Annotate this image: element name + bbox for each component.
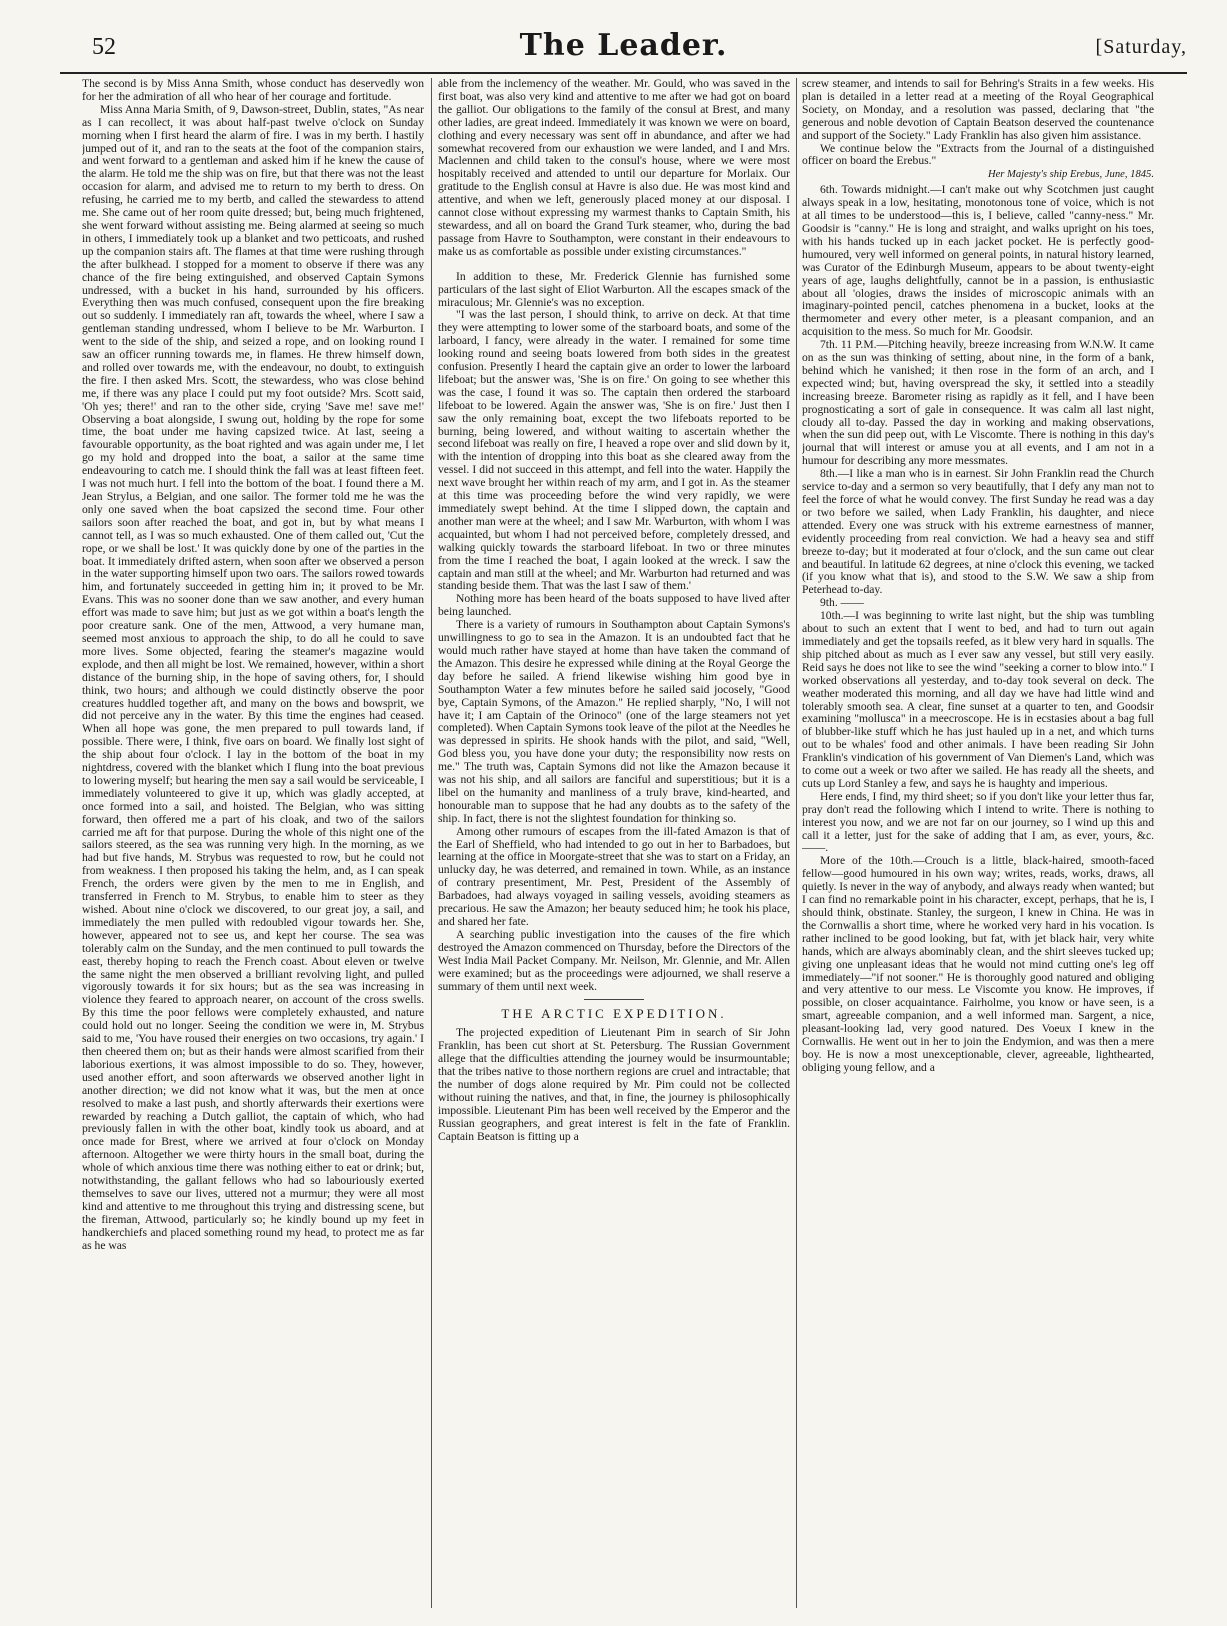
section-title: THE ARCTIC EXPEDITION. bbox=[501, 1006, 727, 1022]
paragraph: Nothing more has been heard of the boats supposed to have lived after being launched. bbox=[438, 592, 790, 619]
paragraph: 9th. —— bbox=[820, 596, 864, 610]
column-1 bbox=[82, 78, 424, 1608]
column-divider bbox=[796, 78, 797, 1608]
page-header bbox=[60, 28, 1187, 68]
column-3 bbox=[802, 78, 1154, 1608]
section-rule bbox=[584, 999, 644, 1000]
page-number: 52 bbox=[92, 34, 116, 60]
paragraph: Here ends, I find, my third sheet; so if you don't like your letter thus far, pray don't read the following which I intend to write. There is nothing to interest you now, and we are not far on our journey, so I wind up this and call it a letter, just for the sake of adding that I am, as ever, yours, &c. ——. bbox=[802, 789, 1154, 855]
paragraph: The second is by Miss Anna Smith, whose conduct has deservedly won for her the admiration of all who hear of her courage and fortitude. bbox=[82, 78, 424, 103]
paragraph: 10th.—I was beginning to write last night, but the ship was tumbling about to such an extent that I went to bed, and had to turn out again immediately and get the topsails reefed, as it blew very hard in squalls. The ship pitched about as much as I ever saw any vessel, but still very easily. Reid says he does not like to see the wind "seeking a corner to blow into." I worked observations all yesterday, and to-day took several on deck. The weather moderated this morning, and all day we have had little wind and tolerably smooth sea. A clear, fine sunset at a quarter to ten, and Goodsir examining "mollusca" in a meecroscope. He is in ecstasies about a bag full of blubber-like stuff which he has just hauled up in a net, and which turns out to be whales' food and other animals. I have been reading Sir John Franklin's vindication of his government of Van Diemen's Land, which was to come out a week or two after we sailed. He has ready all the sheets, and cuts up Lord Stanley a few, and says he is haughty and imperious. bbox=[802, 609, 1154, 790]
paragraph: screw steamer, and intends to sail for Behring's Straits in a few weeks. His plan is detailed in a letter read at a meeting of the Royal Geographical Society, on Monday, and a resolution was passed, declaring that "the generous and noble devotion of Captain Beatson deserved the countenance and support of the Society." Lady Franklin has also given him assistance. bbox=[802, 78, 1154, 142]
paragraph: 7th. 11 P.M.—Pitching heavily, breeze increasing from W.N.W. It came on as the sun was thinking of setting, about nine, in the form of a bank, behind which he vanished; it then rose in the form of an arch, and I expected wind; but, having overspread the sky, it settled into a steadily increasing breeze. Barometer rising as rapidly as it fell, and I have been prognosticating a sort of gale in consequence. It was calm all last night, cloudy all to-day. Passed the day in working and making observations, when the sun did peep out, with Le Viscomte. There is nothing in this day's journal that will interest or amuse you at all events, and I am not in a humour for describing any more messmates. bbox=[802, 338, 1154, 468]
issue-day: [Saturday, bbox=[1095, 36, 1187, 58]
masthead-title: The Leader. bbox=[519, 28, 728, 63]
paragraph: 8th.—I like a man who is in earnest. Sir John Franklin read the Church service to-day and a sermon so very beautifully, that I defy any man not to feel the force of what he would convey. The first Sunday he read was a day or two before we sailed, when Lady Franklin, his daughter, and niece attended. Every one was struck with his extreme earnestness of manner, evidently proceeding from real conviction. We had a heavy sea and stiff breeze to-day; but it moderated at four o'clock, and the sun came out clear and beautiful. In latitude 62 degrees, at nine o'clock this evening, we tacked (if you know what that is), and stood to the S.W. We saw a ship from Peterhead to-day. bbox=[802, 467, 1154, 597]
paragraph: Miss Anna Maria Smith, of 9, Dawson-street, Dublin, states, "As near as I can recollect, it was about half-past twelve o'clock on Sunday morning when I first heard the alarm of fire. I was in my berth. I hastily jumped out of it, and ran to the seats at the foot of the companion stairs, and went forward to a gentleman and asked him if he knew the cause of the alarm. He told me the ship was on fire, but that there was not the least occasion for alarm, and advised me to return to my berth to dress. On refusing, he carried me to my bertb, and called the stewardess to attend me. She came out of her room quite dressed; but, being much frightened, she went forward without assisting me. Being alarmed at seeing so much in others, I immediately took up a blanket and two petticoats, and rushed up the companion stairs aft. The flames at that time were rushing through the after bulkhead. I stopped for a moment to observe if there was any chance of the fire being extinguished, and observed Captain Symons undressed, with a bucket in his hand, surrounded by his officers. Everything then was much confused, consequent upon the fire breaking out so suddenly. I immediately ran aft, towards the wheel, where I saw a gentleman standing undressed, whom I believe to be Mr. Warburton. I went to the side of the ship, and seized a rope, and on looking round I saw an officer running towards me, in flames. He threw himself down, and rolled over towards me, with the endeavour, no doubt, to extinguish the fire. I then asked Mrs. Scott, the stewardess, who was close behind me, if there was any place I could put my foot outside? Mrs. Scott said, 'Oh yes; there!' and ran to the other side, crying 'Save me! save me!' Observing a boat alongside, I swung out, holding by the rope for some time, the boat under me having capsized twice. At last, seeing a favourable opportunity, as the boat righted and was again under me, I let go my hold and dropped into the boat, a sailor at the same time endeavouring to catch me. I should think the fall was at least fifteen feet. I was not much hurt. I fell into the bottom of the boat. I found there a M. Jean Strylus, a Belgian, and one sailor. The former told me he was the only one saved when the boat capsized the second time. Four other sailors soon after reached the boat, and got in, but by what means I cannot tell, as I was so much exhausted. One of them called out, 'Cut the rope, or we shall be lost.' It was quickly done by one of the parties in the boat. It immediately drifted astern, when soon after we observed a person in the water supporting himself upon two oars. The sailors rowed towards him, and fortunately succeeded in getting him in; it proved to be Mr. Evans. This was no sooner done than we saw another, and every human effort was made to save him; but just as we got within a boat's length the poor creature sank. One of the men, Attwood, a very humane man, seemed most anxious to approach the ship, to do all he could to save more lives. Some objected, fearing the steamer's magazine would explode, and then all might be lost. We remained, however, within a short distance of the burning ship, in the hope of saving others, for, I should think, two hours; and although we could distinctly observe the poor creatures huddled together aft, and many on the bows and bowsprit, we did not perceive any in the water. By this time the engines had ceased. When all hope was gone, the men prepared to pull towards land, if possible. There were, I think, five oars on board. We finally lost sight of the ship about four o'clock. I lay in the bottom of the boat in my nightdress, covered with the blanket which I flung into the boat previous to lowering myself; but hearing the men say a sail would be serviceable, I immediately volunteered to give it up, which was gladly accepted, at once formed into a sail, and hoisted. The Belgian, who was sitting forward, then offered me a part of his cloak, and two of the sailors carried me aft for that purpose. During the whole of this night one of the sailors steered, as the sea was running very high. In the morning, as we had but five hands, M. Strybus was requested to row, but he could not from weakness. I then proposed his taking the helm, and, as I can speak French, the orders were given by the men to me in English, and transferred in French to M. Strybus, to enable him to steer as they wished. About nine o'clock we discovered, to our great joy, a sail, and immediately the men pulled with redoubled vigour towards her. She, however, appeared not to see us, and kept her course. The sea was tolerably calm on the Sunday, and the men continued to pull towards the east, thereby hoping to reach the French coast. About eleven or twelve the same night the men observed a brilliant revolving light, and pulled vigorously towards it for six hours; but as the sea was increasing in violence they feared to approach nearer, on account of the cross swells. By this time the poor fellows were completely exhausted, and nature could hold out no longer. Seeing the condition we were in, M. Strybus said to me, 'You have roused their energies on two occasions, try again.' I then cheered them on; but as their hands were almost scarified from their laborious exertions, it was almost impossible to do so. They, however, used another effort, and soon afterwards we observed another light in another direction; we did not know what it was, but the men at once resolved to make a last push, and shortly afterwards their exertions were rewarded by reaching a Dutch galliot, the captain of which, who had previously fallen in with the other boat, kindly took us aboard, and at once made for Brest, where we arrived at four o'clock on Monday afternoon. Altogether we were thirty hours in the small boat, during the whole of which anxious time there was nothing either to eat or drink; but, notwithstanding, the gallant fellows who had so labouriously exerted themselves to save our lives, uttered not a murmur; they were all most kind and attentive to me throughout this trying and distressing scene, but the fireman, Attwood, particularly so; he kindly bound up my feet in handkerchiefs and placed something round my head, to protect me as far as he was bbox=[82, 102, 424, 1252]
paragraph: 6th. Towards midnight.—I can't make out why Scotchmen just caught always speak in a low, hesitating, monotonous tone of voice, which is not at all times to be understood—this is, I believe, called "canny-ness." Mr. Goodsir is "canny." He is long and straight, and walks upright on his toes, with his hands tucked up in each jacket pocket. He is perfectly good-humoured, very well informed on general points, in natural history learned, was Curator of the Edinburgh Museum, appears to be about twenty-eight years of age, laughs delightfully, cannot be in a passion, is enthusiastic about all 'ologies, draws the insides of microscopic animals with an imaginary-pointed pencil, catches phenomena in a bucket, looks at the thermometer and every other meter, is a pleasant companion, and an acquisition to the mess. So much for Mr. Goodsir. bbox=[802, 183, 1154, 339]
paragraph: In addition to these, Mr. Frederick Glennie has furnished some particulars of the last sight of Eliot Warburton. All the escapes smack of the miraculous; Mr. Glennie's was no exception. bbox=[438, 269, 790, 309]
paragraph: There is a variety of rumours in Southampton about Captain Symons's unwillingness to go to sea in the Amazon. It is an undoubted fact that he would much rather have stayed at home than have taken the command of the Amazon. This desire he expressed while dining at the Royal George the day before he sailed. A friend likewise wishing him good bye in Southampton Water a few minutes before he sailed said jocosely, "Good bye, Captain Symons, of the Amazon." He replied sharply, "No, I will not have it; I am Captain of the Orinoco" (one of the large steamers not yet completed). When Captain Symons took leave of the pilot at the Needles he was depressed in spirits. He shook hands with the pilot, and said, "Well, God bless you, you have done your duty; the responsibility now rests on me." The truth was, Captain Symons did not like the Amazon because it was not his ship, and all sailors are fanciful and superstitious; but it is a libel on the humanity and manliness of a truly brave, kind-hearted, and honourable man to suppose that he had any doubts as to the safety of the ship. In fact, there is not the slightest foundation for thinking so. bbox=[438, 618, 790, 825]
paragraph: The projected expedition of Lieutenant Pim in search of Sir John Franklin, has been cut short at St. Petersburg. The Russian Government allege that the difficulties attending the journey would be insurmountable; that the tribes native to those northern regions are cruel and intractable; that the number of dogs alone required by Mr. Pim could not be collected without ruining the natives, and that, in fine, the journey is philosophically impossible. Lieutenant Pim has been well received by the Emperor and the Russian geographers, and great interest is felt in the fate of Franklin. Captain Beatson is fitting up a bbox=[438, 1026, 790, 1143]
header-rule bbox=[60, 72, 1187, 74]
paragraph: "I was the last person, I should think, to arrive on deck. At that time they were attempting to lower some of the starboard boats, and some of the larboard, I fancy, were already in the water. I remained for some time looking round and seeing boats lowered from both sides in the greatest confusion. Presently I heard the captain give an order to lower the larboard lifeboat; but the answer was, 'She is on fire.' On going to see whether this was the case, I found it was so. The captain then ordered the starboard lifeboat to be lowered. Again the answer was, 'She is on fire.' Just then I saw the only remaining boat, except the two lifeboats reported to be burning, being lowered, and without waiting to ascertain whether the second lifeboat was really on fire, I heaved a rope over and slid down by it, with the intention of dropping into this boat as she cleared away from the vessel. I did not succeed in this attempt, and fell into the water. Happily the next wave brought her within reach of my arm, and I got in. As the steamer at this time was proceeding before the wind very rapidly, we were immediately swept behind. At the time I slipped down, the captain and another man were at the wheel; and I saw Mr. Warburton, with whom I was acquainted, but whom I had not perceived before, completely dressed, and walking quickly towards the starboard lifeboat. In two or three minutes from the time I reached the boat, I again looked at the wreck. I saw the captain and man still at the wheel; and Mr. Warburton had returned and was standing beside them. That was the last I saw of them.' bbox=[438, 308, 790, 593]
column-divider bbox=[431, 78, 432, 1608]
spacer bbox=[438, 259, 790, 271]
journal-dateline: Her Majesty's ship Erebus, June, 1845. bbox=[987, 169, 1154, 181]
column-2 bbox=[438, 78, 790, 1608]
paragraph: We continue below the "Extracts from the Journal of a distinguished officer on board the Erebus." bbox=[802, 141, 1154, 168]
paragraph: Among other rumours of escapes from the ill-fated Amazon is that of the Earl of Sheffield, who had intended to go out in her to Barbadoes, but learning at the office in Moorgate-street that she was to start on a Friday, an unlucky day, he was deterred, and remained in town. While, as an instance of contrary presentiment, Mr. Pest, President of the Assembly of Barbadoes, had always voyaged in sailing vessels, avoiding steamers as precarious. He saw the Amazon; her beauty seduced him; he took his place, and shared her fate. bbox=[438, 824, 790, 928]
paragraph: More of the 10th.—Crouch is a little, black-haired, smooth-faced fellow—good humoured in his own way; writes, reads, works, draws, all quietly. Is never in the way of anybody, and always ready when wanted; but I can find no remarkable point in his character, except, perhaps, that he is, I should think, obstinate. Stanley, the surgeon, I knew in China. He was in the Cornwallis a short time, where he worked very hard in his vocation. Is rather inclined to be good looking, but fat, with jet black hair, very white hands, which are always abominably clean, and the shirt sleeves tucked up; giving one unpleasant ideas that he would not mind cutting one's leg off immediately—"if not sooner." He is thoroughly good natured and obliging and very attentive to our mess. Le Viscomte you know. He improves, if possible, on closer acquaintance. Fairholme, you know or have seen, is a smart, agreeable companion, and a well informed man. Sargent, a nice, pleasant-looking lad, very good natured. Des Voeux I knew in the Cornwallis. He went out in her to join the Endymion, and was then a mere boy. He is now a most unexceptionable, clever, agreeable, lighthearted, obliging young fellow, and a bbox=[802, 854, 1154, 1074]
paragraph: A searching public investigation into the causes of the fire which destroyed the Amazon commenced on Thursday, before the Directors of the West India Mail Packet Company. Mr. Neilson, Mr. Glennie, and Mr. Allen were examined; but as the proceedings were adjourned, we shall reserve a summary of them until next week. bbox=[438, 927, 790, 993]
paragraph: able from the inclemency of the weather. Mr. Gould, who was saved in the first boat, was also very kind and attentive to me after we had got on board the galliot. Our obligations to the family of the consul at Brest, and many other ladies, are great indeed. Immediately it was known we were on board, clothing and every necessary was sent off in abundance, and after we had somewhat recovered from our exhaustion we were landed, and I and Mrs. Maclennen and child taken to the consul's house, where we were most hospitably received and attended to until our departure for Morlaix. Our gratitude to the English consul at Havre is also due. He was most kind and attentive, and when we left, generously placed money at our disposal. I cannot close without expressing my warmest thanks to Captain Smith, his stewardess, and all on board the Grand Turk steamer, who, during the bad passage from Havre to Southampton, were constant in their endeavours to make us as comfortable as possible under existing circumstances." bbox=[438, 78, 790, 258]
